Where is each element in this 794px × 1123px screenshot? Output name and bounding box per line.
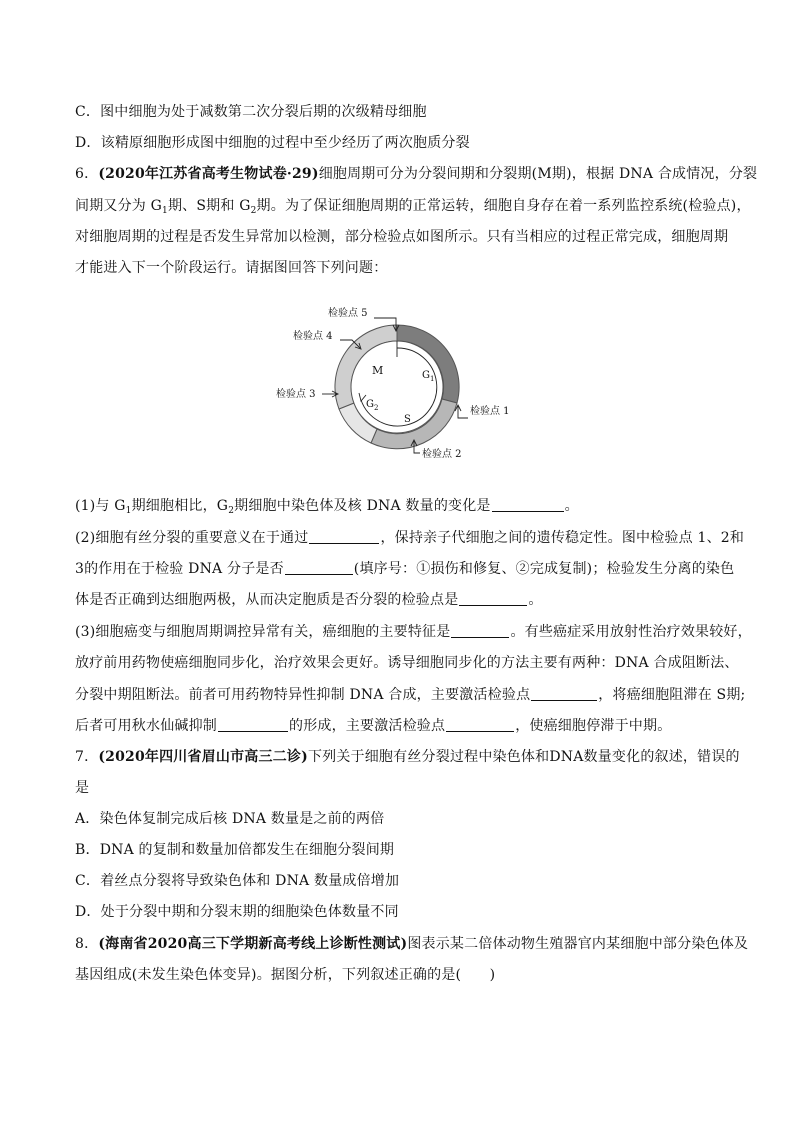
q6-part-3-text: 后者可用秋水仙碱抑制 bbox=[75, 718, 217, 734]
q6-part-2-text: 体是否正确到达细胞两极，从而决定胞质是否分裂的检验点是 bbox=[75, 592, 459, 608]
q6-part-3-text: (3)细胞癌变与细胞周期调控异常有关，癌细胞的主要特征是 bbox=[75, 624, 451, 640]
checkpoint-5-label: 检验点 5 bbox=[328, 308, 368, 319]
q6-part-1-text: 。 bbox=[564, 498, 579, 514]
q6-part-2-text: ，保持亲子代细胞之间的遗传稳定性。图中检验点 1、2和 bbox=[380, 530, 745, 546]
q6-part-2-line-3 bbox=[75, 590, 543, 610]
q7-stem-line-2: 是 bbox=[75, 780, 90, 796]
answer-blank[interactable] bbox=[451, 623, 509, 638]
q7-number: 7． bbox=[75, 749, 99, 765]
q6-part-3-line-1 bbox=[75, 622, 752, 642]
subscript: 2 bbox=[250, 206, 257, 216]
q6-part-2-text: 3的作用在于检验 DNA 分子是否 bbox=[75, 561, 284, 577]
g1-subscript: 1 bbox=[430, 375, 435, 383]
checkpoint-3-label: 检验点 3 bbox=[276, 389, 316, 400]
q6-stem-line-2 bbox=[75, 196, 751, 216]
q6-part-3-text: 的形成，主要激活检验点 bbox=[289, 718, 446, 734]
q6-number: 6． bbox=[75, 166, 99, 182]
q6-part-2-text: (2)细胞有丝分裂的重要意义在于通过 bbox=[75, 530, 309, 546]
q8-stem-line-1 bbox=[75, 934, 748, 954]
subscript: 2 bbox=[228, 506, 235, 516]
checkpoint-2-label: 检验点 2 bbox=[422, 449, 462, 460]
subscript: 1 bbox=[125, 506, 132, 516]
q6-part-2-line-2 bbox=[75, 559, 734, 579]
answer-blank[interactable] bbox=[531, 686, 597, 701]
q6-part-1 bbox=[75, 496, 579, 516]
q6-stem-text: 期。为了保证细胞周期的正常运转，细胞自身存在着一系列监控系统(检验点)， bbox=[256, 198, 751, 214]
q8-number: 8． bbox=[75, 936, 99, 952]
q8-source: (海南省2020高三下学期新高考线上诊断性测试) bbox=[98, 936, 408, 952]
q6-part-1-text: 期细胞中染色体及核 DNA 数量的变化是 bbox=[234, 498, 491, 514]
q7-option-d[interactable]: D．处于分裂中期和分裂末期的细胞染色体数量不同 bbox=[75, 904, 399, 920]
checkpoint-1-label: 检验点 1 bbox=[470, 406, 510, 417]
q6-stem-text: 期、S期和 G bbox=[167, 198, 251, 214]
q7-source: (2020年四川省眉山市高三二诊) bbox=[98, 749, 308, 765]
q6-part-3-line-4 bbox=[75, 716, 671, 736]
q7-option-b[interactable]: B．DNA 的复制和数量加倍都发生在细胞分裂间期 bbox=[75, 842, 395, 858]
q6-part-3-line-3 bbox=[75, 685, 745, 705]
answer-blank[interactable] bbox=[285, 560, 353, 575]
q6-stem-line-4: 才能进入下一个阶段运行。请据图回答下列问题： bbox=[75, 260, 388, 276]
q6-source: (2020年江苏省高考生物试卷·29) bbox=[98, 166, 319, 182]
q8-stem-line-2: 基因组成(未发生染色体变异)。据图分析，下列叙述正确的是( ) bbox=[75, 967, 496, 983]
q6-part-2-line-1 bbox=[75, 528, 744, 548]
checkpoint-4-label: 检验点 4 bbox=[293, 331, 333, 342]
cell-cycle-diagram bbox=[262, 300, 532, 470]
q7-stem-text: 下列关于细胞有丝分裂过程中染色体和DNA数量变化的叙述，错误的 bbox=[307, 749, 740, 765]
q6-part-2-text: (填序号：①损伤和修复、②完成复制)；检验发生分离的染色 bbox=[353, 561, 735, 577]
q5-option-d: D．该精原细胞形成图中细胞的过程中至少经历了两次胞质分裂 bbox=[75, 135, 470, 151]
q7-option-c[interactable]: C．着丝点分裂将导致染色体和 DNA 数量成倍增加 bbox=[75, 873, 400, 889]
q6-stem-text: 间期又分为 G bbox=[75, 198, 163, 214]
q6-part-2-text: 。 bbox=[528, 592, 543, 608]
q6-part-3-text: 。有些癌症采用放射性治疗效果较好， bbox=[510, 624, 752, 640]
label-m: M bbox=[372, 364, 384, 377]
answer-blank[interactable] bbox=[492, 497, 564, 512]
answer-blank[interactable] bbox=[309, 529, 379, 544]
q7-option-a[interactable]: A．染色体复制完成后核 DNA 数量是之前的两倍 bbox=[75, 811, 385, 827]
q6-part-3-text: ，使癌细胞停滞于中期。 bbox=[515, 718, 672, 734]
q8-stem-text: 图表示某二倍体动物生殖器官内某细胞中部分染色体及 bbox=[407, 936, 749, 952]
q5-option-c: C．图中细胞为处于减数第二次分裂后期的次级精母细胞 bbox=[75, 104, 427, 120]
answer-blank[interactable] bbox=[218, 717, 288, 732]
subscript: 1 bbox=[162, 206, 168, 216]
answer-blank[interactable] bbox=[459, 591, 527, 606]
q6-part-3-text: ，将癌细胞阻滞在 S期; bbox=[598, 687, 746, 703]
q6-stem-line-1 bbox=[75, 164, 757, 184]
g2-subscript: 2 bbox=[374, 404, 379, 412]
g2-text: G bbox=[366, 399, 374, 410]
q7-stem-line-1 bbox=[75, 747, 740, 767]
q6-part-3-text: 分裂中期阻断法。前者可用药物特异性抑制 DNA 合成，主要激活检验点 bbox=[75, 687, 531, 703]
answer-blank[interactable] bbox=[446, 717, 514, 732]
q6-part-1-text: 期细胞相比，G bbox=[131, 498, 229, 514]
g1-text: G bbox=[422, 370, 430, 381]
label-s: S bbox=[404, 414, 411, 425]
q6-stem-text: 细胞周期可分为分裂间期和分裂期(M期)，根据 DNA 合成情况，分裂 bbox=[318, 166, 758, 182]
q6-part-3-line-2: 放疗前用药物使癌细胞同步化，治疗效果会更好。诱导细胞同步化的方法主要有两种：DNA 合成阻断法、 bbox=[75, 655, 739, 671]
q6-part-1-text: (1)与 G bbox=[75, 498, 126, 514]
q6-stem-line-3: 对细胞周期的过程是否发生异常加以检测，部分检验点如图所示。只有当相应的过程正常完成，细胞周期 bbox=[75, 229, 729, 245]
